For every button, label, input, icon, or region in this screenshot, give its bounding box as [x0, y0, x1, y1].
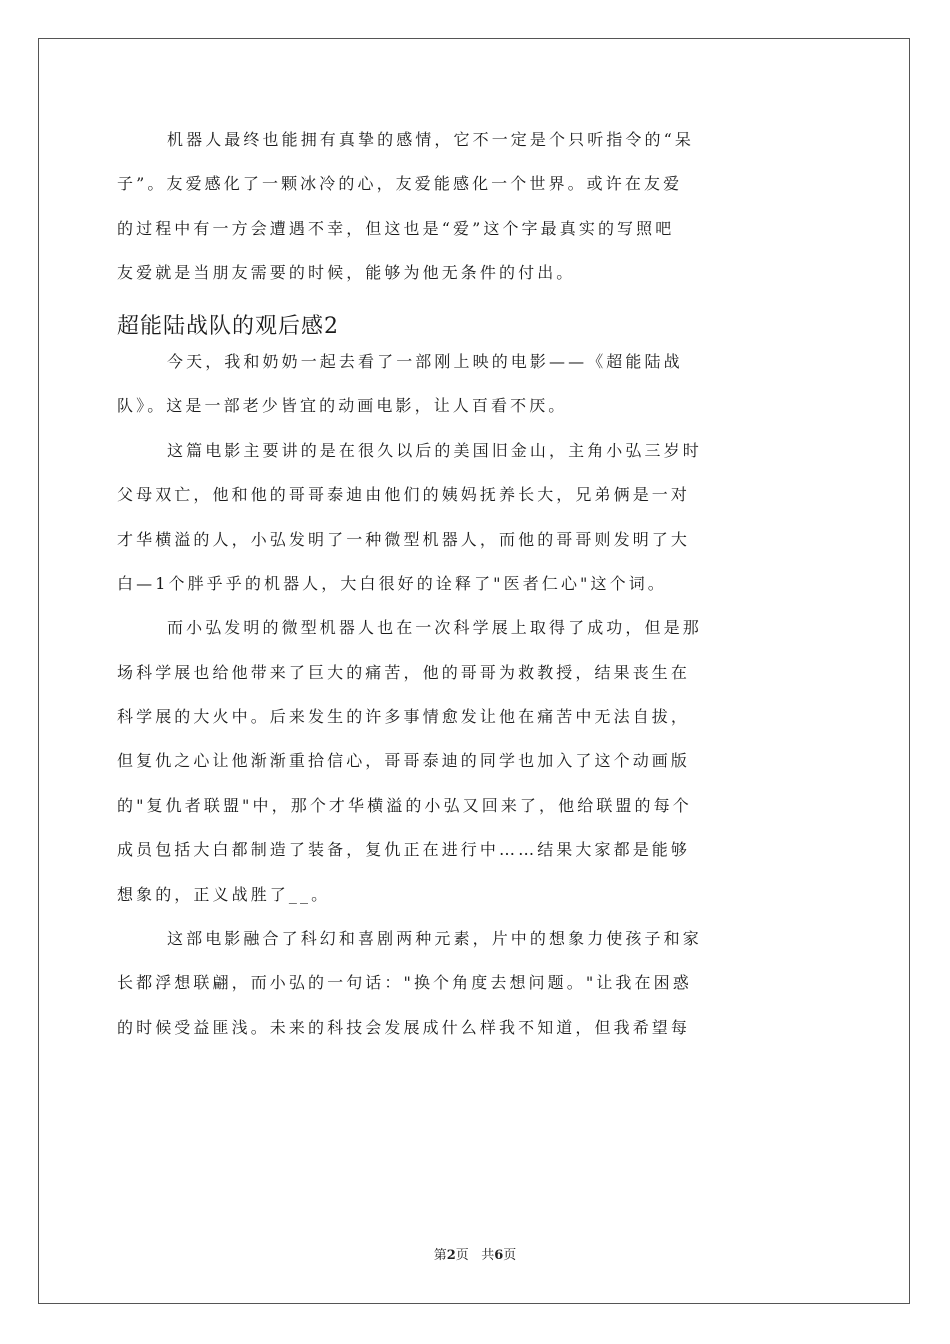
total-suffix: 页 — [503, 1248, 517, 1263]
text-line: 子”。友爱感化了一颗冰冷的心，友爱能感化一个世界。或许在友爱 — [117, 174, 683, 194]
text-line: 这篇电影主要讲的是在很久以后的美国旧金山，主角小弘三岁时 — [167, 440, 702, 460]
paragraph-2 — [117, 349, 835, 438]
text-line: 科学展的大火中。后来发生的许多事情愈发让他在痛苦中无法自拔， — [117, 707, 691, 727]
total-prefix: 共 — [481, 1248, 495, 1263]
text-line: 的时候受益匪浅。未来的科技会发展成什么样我不知道，但我希望每 — [117, 1017, 691, 1037]
page-number: 2 — [446, 1248, 456, 1263]
text-line: 才华横溢的人，小弘发明了一种微型机器人，而他的哥哥则发明了大 — [117, 529, 691, 549]
paragraph-3 — [117, 438, 835, 616]
text-line: 成员包括大白都制造了装备，复仇正在进行中……结果大家都是能够 — [117, 840, 691, 860]
page-footer — [0, 1244, 950, 1263]
text-line: 父母双亡，他和他的哥哥泰迪由他们的姨妈抚养长大，兄弟俩是一对 — [117, 485, 691, 505]
text-line: 想象的，正义战胜了__。 — [117, 884, 331, 904]
page-prefix: 第 — [433, 1248, 447, 1263]
text-line: 但复仇之心让他渐渐重拾信心，哥哥泰迪的同学也加入了这个动画版 — [117, 751, 691, 771]
paragraph-4 — [117, 615, 835, 926]
total-pages: 6 — [494, 1248, 504, 1263]
page-suffix: 页 — [455, 1248, 469, 1263]
document-body — [117, 127, 835, 1059]
paragraph-1 — [117, 127, 835, 305]
text-line: 长都浮想联翩，而小弘的一句话："换个角度去想问题。"让我在困惑 — [117, 973, 692, 993]
text-line: 的过程中有一方会遭遇不幸，但这也是“爱”这个字最真实的写照吧 — [117, 218, 675, 238]
text-line: 机器人最终也能拥有真挚的感情，它不一定是个只听指令的“呆 — [167, 130, 694, 149]
text-line: 而小弘发明的微型机器人也在一次科学展上取得了成功，但是那 — [167, 618, 702, 638]
section-heading: 超能陆战队的观后感2 — [117, 313, 339, 339]
text-line: 的"复仇者联盟"中，那个才华横溢的小弘又回来了，他给联盟的每个 — [117, 795, 692, 815]
text-line: 白—1个胖乎乎的机器人，大白很好的诠释了"医者仁心"这个词。 — [117, 573, 667, 593]
paragraph-5 — [117, 926, 835, 1059]
text-line: 今天，我和奶奶一起去看了一部刚上映的电影——《超能陆战 — [167, 351, 683, 371]
text-line: 友爱就是当朋友需要的时候，能够为他无条件的付出。 — [117, 263, 576, 283]
text-line: 队》。这是一部老少皆宜的动画电影，让人百看不厌。 — [117, 396, 568, 416]
text-line: 场科学展也给他带来了巨大的痛苦，他的哥哥为救教授，结果丧生在 — [117, 662, 691, 682]
text-line: 这部电影融合了科幻和喜剧两种元素，片中的想象力使孩子和家 — [167, 929, 702, 949]
